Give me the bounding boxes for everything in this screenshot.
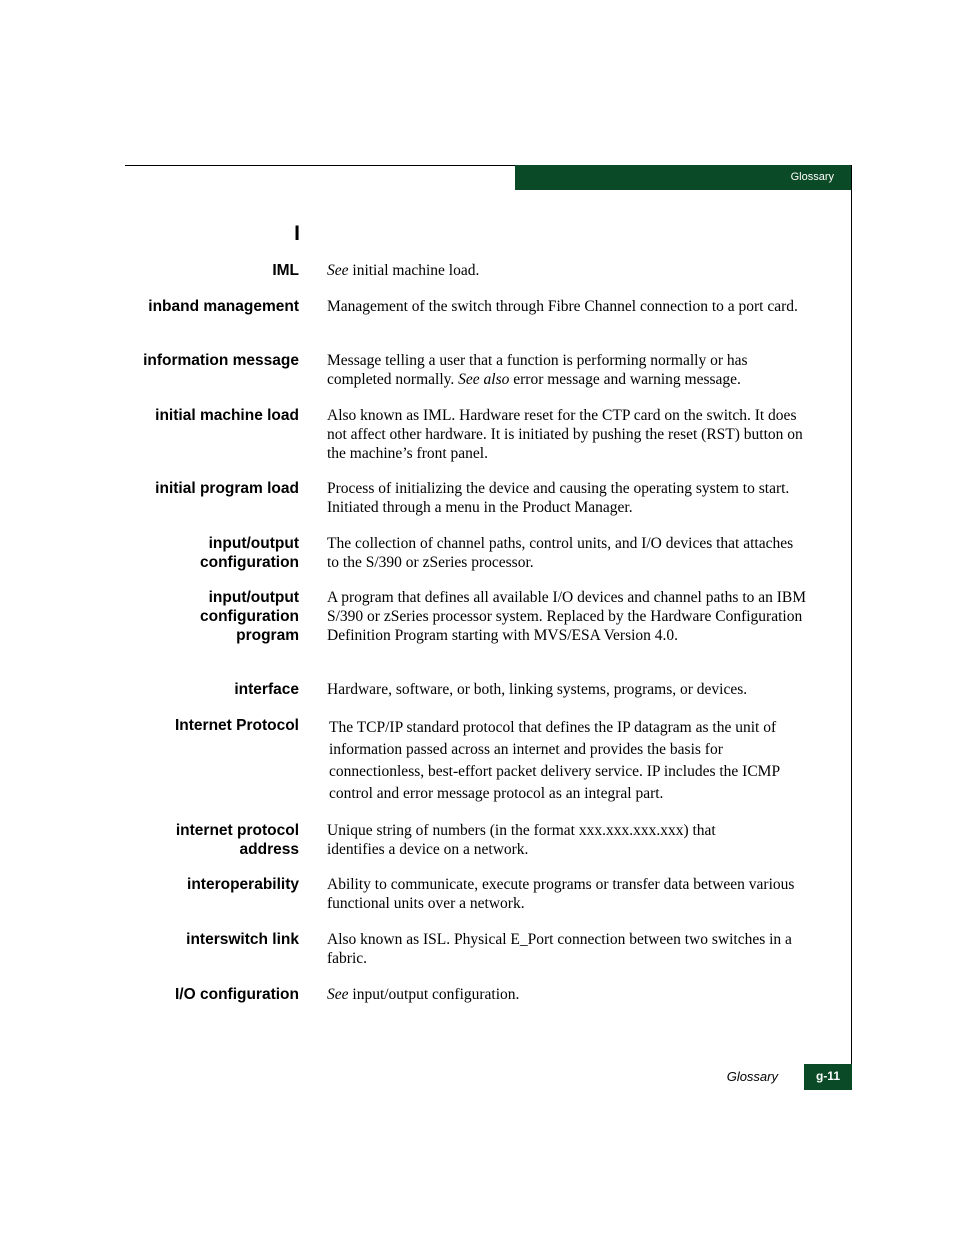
glossary-definition: The collection of channel paths, control units, and I/O devices that attaches to the S/390 or zSeries processor. [327,535,794,571]
top-rule [125,165,515,166]
glossary-term: inband management [148,298,299,315]
glossary-definition: Message telling a user that a function is performing normally or has completed normally. See also error message and warning message. [327,352,748,388]
glossary-term: I/O configuration [175,986,299,1003]
page-number-tab: g-11 [804,1064,852,1090]
glossary-definition: Also known as IML. Hardware reset for the CTP card on the switch. It does not affect other hardware. It is initiated by pushing the reset (RST) button on the machine’s front panel. [327,407,803,462]
glossary-term: Internet Protocol [174,717,299,734]
glossary-term: initial program load [155,480,299,497]
right-margin-rule [851,165,852,1090]
glossary-definition: Ability to communicate, execute programs or transfer data between various functional units over a network. [327,876,795,912]
glossary-definition: See input/output configuration. [327,986,520,1003]
glossary-definition: Process of initializing the device and causing the operating system to start. Initiated through a menu in the Product Manager. [327,480,790,516]
glossary-definition: The TCP/IP standard protocol that defines the IP datagram as the unit of information passed across an internet and provides the basis for connectionless, best-effort packet delivery service. IP includes the ICMP control and error message protocol as an integral part. [329,719,780,802]
glossary-definition: See initial machine load. [327,262,480,279]
section-letter: I [294,222,300,245]
footer-section-label: Glossary [726,1069,778,1084]
glossary-definition: Management of the switch through Fibre Channel connection to a port card. [327,298,798,315]
glossary-definition: Hardware, software, or both, linking systems, programs, or devices. [327,681,748,698]
glossary-definition: Unique string of numbers (in the format xxx.xxx.xxx.xxx) that identifies a device on a network. [327,822,716,858]
see-reference: See [327,262,349,279]
header-section-tab: Glossary [515,165,851,190]
see-reference: See [327,986,349,1003]
glossary-term: interswitch link [186,931,299,948]
glossary-term: input/output configuration [200,535,300,571]
glossary-term: interface [234,681,299,698]
glossary-term: information message [143,352,299,369]
see-also-reference: See also [458,371,510,388]
glossary-term: input/output configuration program [200,589,300,644]
glossary-term: interoperability [187,876,299,893]
glossary-term: IML [272,262,299,279]
glossary-definition: Also known as ISL. Physical E_Port connection between two switches in a fabric. [327,931,792,967]
glossary-term: initial machine load [155,407,299,424]
glossary-definition: A program that defines all available I/O devices and channel paths to an IBM S/390 or zSeries processor system. Replaced by the Hardware Configuration Definition Program starting with MVS/ESA Version 4.0. [327,589,807,644]
glossary-term: internet protocol address [175,822,299,858]
